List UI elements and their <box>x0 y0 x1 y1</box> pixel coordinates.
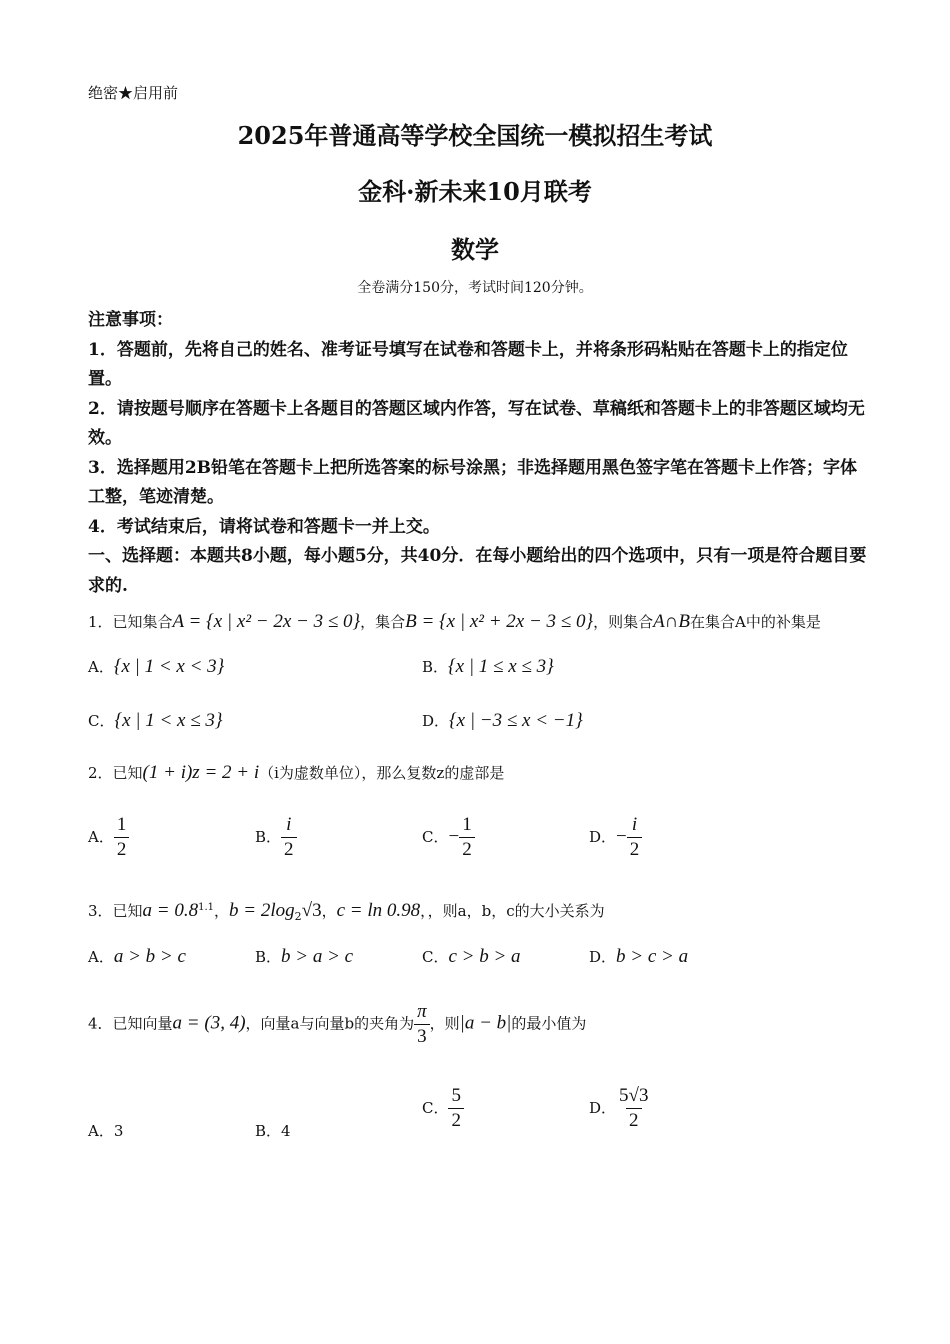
q2-option-a[interactable]: A． $\frac{1}{2}$ <box>88 815 129 860</box>
question-3: 3．已知$a = 0.8^{1.1}$，$b = 2\log_2√3$，c = ln 0.98，，则a，b，c的大小关系为 <box>88 900 605 923</box>
note-item-4: 4．考试结束后，请将试卷和答题卡一并上交。 <box>88 516 440 537</box>
confidential-label: 绝密★启用前 <box>88 84 179 102</box>
exam-info: 全卷满分150分，考试时间120分钟。 <box>357 280 593 296</box>
a-formula: a = 0.8 <box>142 900 199 921</box>
notes-heading: 注意事项： <box>88 310 173 330</box>
fraction: $\frac{1}{2}$ <box>459 815 475 860</box>
q1-option-a[interactable]: A．{x | 1 < x < 3} <box>88 656 225 677</box>
fraction: $\frac{i}{2}$ <box>627 815 643 860</box>
section-heading: 一、选择题：本题共8小题，每小题5分，共40分．在每小题给出的四个选项中，只有一项是符合题目要求的. <box>88 546 867 596</box>
q3-option-a[interactable]: A．a > b > c <box>88 946 186 967</box>
q3-option-c[interactable]: C．c > b > a <box>422 946 521 967</box>
q2-option-b[interactable]: B． $\frac{i}{2}$ <box>255 815 297 860</box>
q4-option-d[interactable]: D． $\frac{5√3}{2}$ <box>589 1086 651 1131</box>
fraction: $\frac{1}{2}$ <box>114 815 130 860</box>
question-2: 2．已知(1 + i)z = 2 + i（i为虚数单位），那么复数z的虚部是 <box>88 762 505 783</box>
fraction: $\frac{5√3}{2}$ <box>619 1085 649 1131</box>
q1-option-c[interactable]: C．{x | 1 < x ≤ 3} <box>88 710 223 731</box>
q3-option-b[interactable]: B．b > a > c <box>255 946 354 967</box>
fraction: $\frac{i}{2}$ <box>281 815 297 860</box>
note-item-1: 1．答题前，先将自己的姓名、准考证号填写在试卷和答题卡上，并将条形码粘贴在答题卡上的指定位置。 <box>88 339 848 389</box>
subject-title: 数学 <box>451 235 499 264</box>
notes-section <box>88 306 868 601</box>
q2-formula: (1 + i)z = 2 + i <box>142 762 260 783</box>
note-item-3: 3．选择题用2B铅笔在答题卡上把所选答案的标号涂黑；非选择题用黑色签字笔在答题卡上作答；字体工整，笔迹清楚。 <box>88 457 858 507</box>
question-4: 4．已知向量a = (3, 4)，向量a与向量b的夹角为 $\frac{\pi}{3}$ ，则|a − b|的最小值为 <box>88 1001 587 1047</box>
question-1: 1．已知集合A = {x | x² − 2x − 3 ≤ 0}，集合B = {x | x² + 2x − 3 ≤ 0}，则集合A∩B在集合A中的补集是 <box>88 611 821 632</box>
difference-norm-formula: |a − b| <box>459 1012 512 1034</box>
q3-option-d[interactable]: D．b > c > a <box>589 946 689 967</box>
q4-option-b[interactable]: B．4 <box>255 1122 291 1140</box>
exam-subtitle: 金科·新未来10月联考 <box>358 177 592 206</box>
intersection-formula: A∩B <box>653 611 691 632</box>
angle-fraction: $\frac{\pi}{3}$ <box>414 1002 430 1047</box>
vector-formula: a = (3, 4) <box>172 1012 246 1034</box>
q2-option-d[interactable]: D．− $\frac{i}{2}$ <box>589 815 642 860</box>
b-formula: b = 2log <box>229 900 295 921</box>
note-item-2: 2．请按题号顺序在答题卡上各题目的答题区域内作答，写在试卷、草稿纸和答题卡上的非答题区域均无效。 <box>88 398 865 448</box>
fraction: $\frac{5}{2}$ <box>448 1086 464 1131</box>
set-a-formula: A = {x | x² − 2x − 3 ≤ 0} <box>172 611 361 632</box>
q1-option-b[interactable]: B．{x | 1 ≤ x ≤ 3} <box>422 656 554 677</box>
q1-option-d[interactable]: D．{x | −3 ≤ x < −1} <box>422 710 583 731</box>
q2-option-c[interactable]: C．− $\frac{1}{2}$ <box>422 815 475 860</box>
c-formula: c = ln 0.98 <box>336 900 421 921</box>
set-b-formula: B = {x | x² + 2x − 3 ≤ 0} <box>405 611 594 632</box>
q4-option-a[interactable]: A．3 <box>88 1122 124 1140</box>
exam-title: 2025年普通高等学校全国统一模拟招生考试 <box>237 121 713 150</box>
q4-option-c[interactable]: C． $\frac{5}{2}$ <box>422 1086 464 1131</box>
